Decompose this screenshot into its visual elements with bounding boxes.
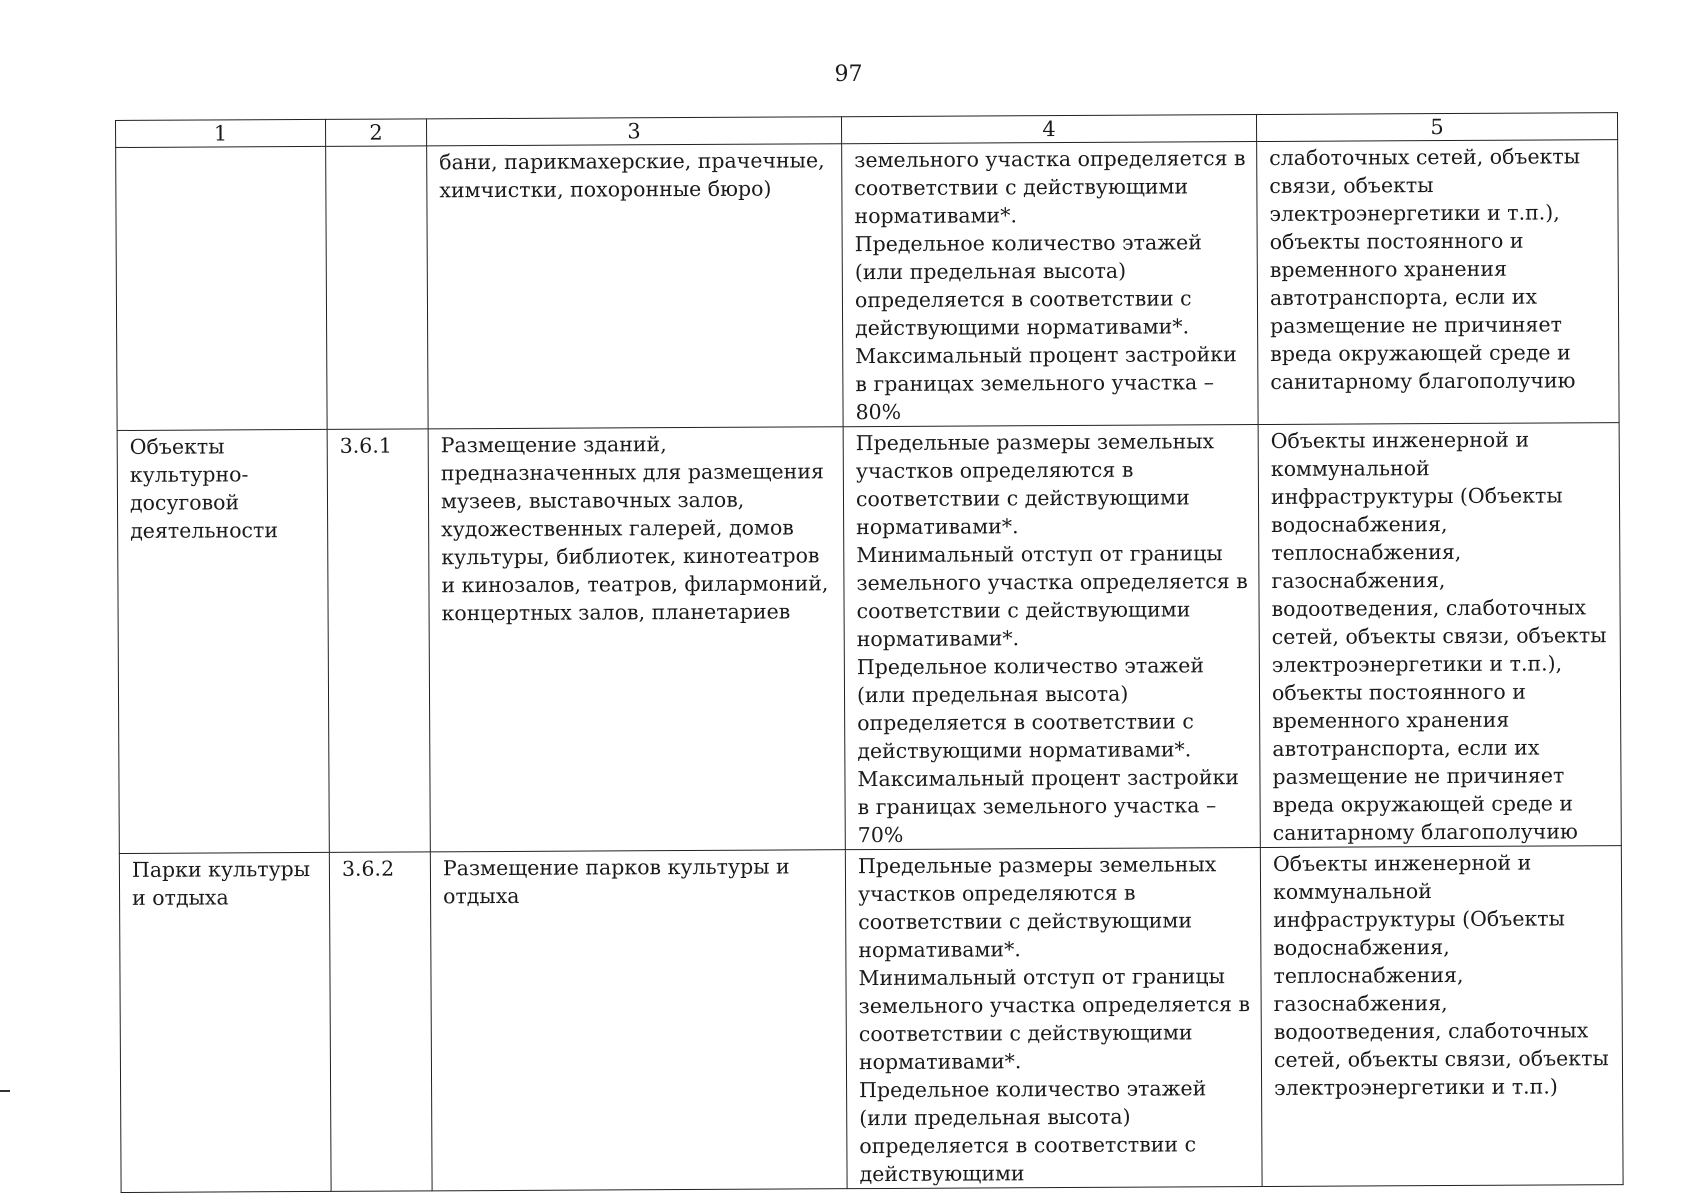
table-row xyxy=(116,140,1619,431)
table-row xyxy=(117,423,1621,854)
parameter-text: Предельное количество этажей (или предельная высота) определяется в соответствии с действующими нормативами*. xyxy=(854,230,1202,341)
parameter-text: земельного участка определяется в соответствии с действующими нормативами*. xyxy=(854,146,1246,229)
parameters-cell xyxy=(843,425,1260,850)
use-description-cell: бани, парикмахерские, прачечные, химчистки, похоронные бюро) xyxy=(427,144,843,429)
column-header-3: 3 xyxy=(426,117,841,146)
parameters-cell xyxy=(842,142,1258,427)
column-header-1: 1 xyxy=(116,119,326,147)
column-header-4: 4 xyxy=(841,115,1256,144)
use-code-cell: 3.6.2 xyxy=(329,852,432,1192)
margin-mark xyxy=(0,1090,10,1092)
auxiliary-uses-cell: Объекты инженерной и коммунальной инфраструктуры (Объекты водоснабжения, теплоснабжения, газоснабжения, водоотведения, слаботочных сетей, объекты связи, объекты электроэнергетики и т.п.), объекты постоянного и временного хранения автотранспорта, если их размещение не причиняет вреда окружающей среде и санитарному благополучию xyxy=(1258,423,1621,848)
auxiliary-uses-cell: Объекты инженерной и коммунальной инфраструктуры (Объекты водоснабжения, теплоснабжения, газоснабжения, водоотведения, слаботочных сетей, объекты связи, объекты электроэнергетики и т.п.) xyxy=(1260,846,1623,1187)
parameter-text: Минимальный отступ от границы земельного участка определяется в соответствии с действующими нормативами*. xyxy=(856,541,1248,652)
regulations-table xyxy=(115,112,1624,1193)
column-header-5: 5 xyxy=(1256,113,1617,142)
use-name-cell: Объекты культурно-досуговой деятельности xyxy=(117,429,329,853)
use-code-cell xyxy=(326,146,428,430)
column-header-2: 2 xyxy=(325,119,426,147)
table-row xyxy=(119,846,1623,1193)
use-name-cell: Парки культуры и отдыха xyxy=(119,852,331,1192)
use-name-cell xyxy=(116,146,327,430)
parameter-text: Максимальный процент застройки в границах земельного участка – 70% xyxy=(857,765,1240,848)
parameters-cell xyxy=(845,848,1262,1189)
use-code-cell: 3.6.1 xyxy=(327,429,430,853)
use-description-cell: Размещение парков культуры и отдыха xyxy=(430,850,847,1191)
auxiliary-uses-cell: слаботочных сетей, объекты связи, объекты электроэнергетики и т.п.), объекты постоянного и временного хранения автотранспорта, если их размещение не причиняет вреда окружающей среде и санитарному благополучию xyxy=(1257,140,1619,425)
parameter-text: Предельное количество этажей (или предельная высота) определяется в соответствии с действующими xyxy=(859,1076,1207,1187)
page-number: 97 xyxy=(834,62,863,87)
use-description-cell: Размещение зданий, предназначенных для размещения музеев, выставочных залов, художественных галерей, домов культуры, библиотек, кинотеатров и кинозалов, театров, филармоний, концертных залов, планетариев xyxy=(428,427,845,852)
parameter-text: Предельное количество этажей (или предельная высота) определяется в соответствии с действующими нормативами*. xyxy=(856,653,1205,764)
parameter-text: Минимальный отступ от границы земельного участка определяется в соответствии с действующими нормативами*. xyxy=(858,964,1251,1075)
parameter-text: Предельные размеры земельных участков определяются в соответствии с действующими нормативами*. xyxy=(855,429,1215,540)
parameter-text: Предельные размеры земельных участков определяются в соответствии с действующими нормативами*. xyxy=(857,852,1217,963)
parameter-text: Максимальный процент застройки в границах земельного участка – 80% xyxy=(855,342,1237,425)
